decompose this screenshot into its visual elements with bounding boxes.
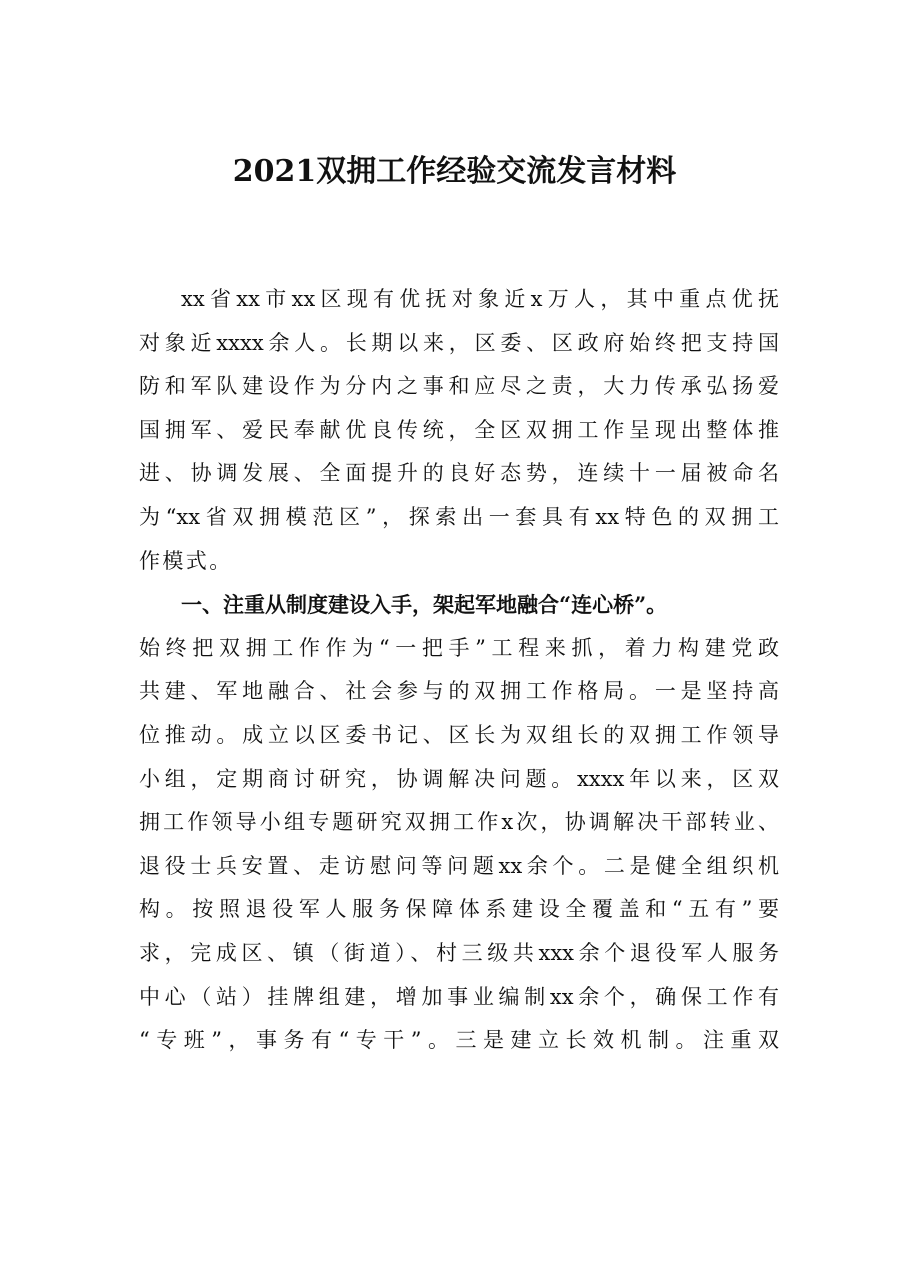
text-line: 退役士兵安置、走访慰问等问题xx余个。二是健全组织机	[139, 853, 779, 878]
text-line: 小组，定期商讨研究，协调解决问题。xxxx年以来，区双	[139, 766, 779, 791]
text-line: 进、协调发展、全面提升的良好态势，连续十一届被命名	[139, 461, 779, 486]
text-line: 求，完成区、镇（街道）、村三级共xxx余个退役军人服务	[139, 940, 779, 965]
text-line: 始终把双拥工作作为“一把手”工程来抓，着力构建党政	[139, 635, 779, 660]
text-line: 共建、军地融合、社会参与的双拥工作格局。一是坚持高	[139, 679, 779, 704]
text-line: “专班”，事务有“专干”。三是建立长效机制。注重双	[139, 1028, 779, 1053]
text-line: 构。按照退役军人服务保障体系建设全覆盖和“五有”要	[139, 897, 779, 922]
text-line: 作模式。	[139, 548, 233, 573]
text-line: 防和军队建设作为分内之事和应尽之责，大力传承弘扬爱	[139, 374, 779, 399]
text-line: 为“xx省双拥模范区”，探索出一套具有xx特色的双拥工	[139, 504, 779, 529]
text-line: 位推动。成立以区委书记、区长为双组长的双拥工作领导	[139, 722, 779, 747]
text-line: 国拥军、爱民奉献优良传统，全区双拥工作呈现出整体推	[139, 417, 779, 442]
section-heading: 一、注重从制度建设入手，架起军地融合“连心桥”。	[181, 592, 668, 618]
text-line: 对象近xxxx余人。长期以来，区委、区政府始终把支持国	[139, 330, 779, 355]
document-body	[139, 278, 779, 1063]
paragraph-intro	[139, 278, 779, 583]
text-line: xx省xx市xx区现有优抚对象近x万人，其中重点优抚	[181, 287, 779, 311]
text-line: 中心（站）挂牌组建，增加事业编制xx余个，确保工作有	[139, 984, 779, 1009]
section-1	[139, 583, 779, 1063]
text-line: 拥工作领导小组专题研究双拥工作x次，协调解决干部转业、	[139, 810, 779, 835]
document-title: 2021双拥工作经验交流发言材料	[232, 154, 677, 189]
